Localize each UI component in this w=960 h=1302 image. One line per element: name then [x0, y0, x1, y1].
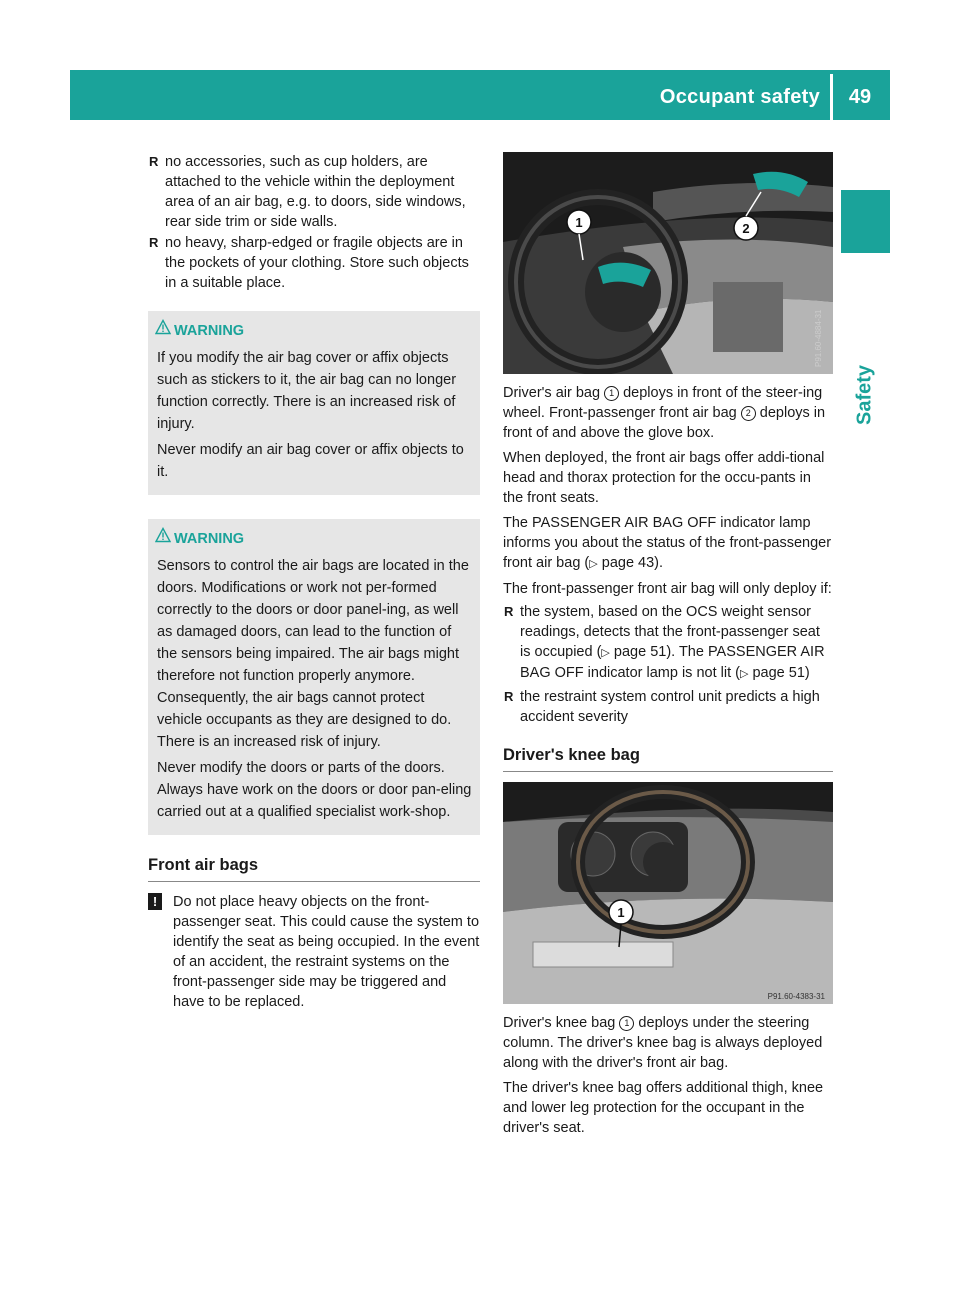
side-tab-marker [841, 190, 890, 253]
callout-2: 2 [742, 221, 750, 236]
knee-bag-photo [503, 782, 833, 1004]
left-column [148, 152, 480, 1012]
knee-bag-illustration [503, 782, 833, 1004]
callout-1-icon: 1 [604, 386, 619, 401]
notice-text: Do not place heavy objects on the front-passenger seat. This could cause the system to identify the seat as being occupied. In the event of an accident, the restraint systems on the front-passenger side may be triggered and have to be replaced. [173, 894, 480, 1010]
section-heading: Driver's knee bag [503, 745, 833, 772]
page-number: 49 [848, 86, 872, 108]
warning-box [148, 519, 480, 835]
warning-text: Never modify an air bag cover or affix objects to it. [157, 442, 464, 480]
paragraph: The front-passenger front air bag will only deploy if: [503, 581, 832, 597]
warning-title: WARNING [174, 529, 472, 549]
list-item: R no accessories, such as cup holders, are attached to the vehicle within the deployment area of an air bag, e.g. to doors, side windows, rear side trim or side walls. [149, 154, 466, 230]
callout-1: 1 [575, 215, 583, 230]
exclamation-icon: ! [148, 893, 162, 910]
warning-box [148, 311, 480, 495]
notice-block [148, 892, 480, 1012]
section-title: Occupant safety [659, 86, 820, 108]
right-column [503, 152, 833, 1143]
header-divider [830, 74, 833, 120]
bullet-mark: R [149, 235, 159, 250]
list-item: R the restraint system control unit predicts a high accident severity [504, 689, 820, 725]
page-ref-arrow-icon: ▷ [601, 647, 610, 659]
section-heading: Front air bags [148, 855, 480, 882]
warning-text: If you modify the air bag cover or affix objects such as stickers to it, the air bag can no longer function correctly. There is an increased risk of injury. [157, 350, 457, 432]
page-ref-arrow-icon: ▷ [739, 668, 749, 680]
warning-text: Sensors to control the air bags are located in the doors. Modifications or work not per-formed correctly to the doors or door panel-ing, as well as damaged doors, can lead to the function of the sensors being impaired. The air bags might therefore not function properly anymore. Consequently, the air bags cannot protect vehicle occupants as they are designed to do. There is an increased risk of injury. [157, 558, 469, 750]
paragraph: When deployed, the front air bags offer addi-tional head and thorax protection for the occu-pants in the front seats. [503, 450, 825, 506]
callout-1-icon: 1 [619, 1016, 634, 1031]
callout-2-icon: 2 [741, 406, 756, 421]
image-code: P91.60-4884-31 [814, 309, 823, 367]
paragraph: The driver's knee bag offers additional thigh, knee and lower leg protection for the occupant in the driver's seat. [503, 1080, 824, 1136]
paragraph: The PASSENGER AIR BAG OFF indicator lamp informs you about the status of the front-passenger front air bag (▷ page 43). [503, 515, 832, 571]
image-code: P91.60-4383-31 [767, 992, 825, 1001]
bullet-mark: R [149, 154, 159, 169]
page-ref-link[interactable]: page 51 [613, 644, 667, 660]
page-ref-link[interactable]: page 43 [601, 555, 655, 571]
list-item: R the system, based on the OCS weight sensor readings, detects that the front-passenger seat is occupied (▷ page 51). The PASSENGER AIR BAG OFF indicator lamp is not lit (▷ page 51) [504, 604, 825, 681]
list-item: R no heavy, sharp-edged or fragile objects are in the pockets of your clothing. Store such objects in a suitable place. [149, 235, 469, 291]
callout-1: 1 [617, 905, 625, 920]
warning-text: Never modify the doors or parts of the doors. Always have work on the doors or door pan-eling carried out at a qualified specialist work-shop. [157, 760, 472, 820]
warning-triangle-icon [155, 527, 171, 543]
bullet-mark: R [504, 689, 514, 704]
paragraph: Driver's air bag 1 deploys in front of the steer-ing wheel. Front-passenger front air bag 2 deploys in front of and above the glove box. [503, 385, 826, 441]
bullet-mark: R [504, 604, 514, 619]
warning-title: WARNING [174, 321, 472, 341]
dashboard-illustration [503, 152, 833, 374]
side-tab-label: Safety [853, 364, 876, 426]
warning-triangle-icon [155, 319, 171, 335]
page-ref-link[interactable]: page 51 [752, 665, 805, 681]
paragraph: Driver's knee bag 1 deploys under the steering column. The driver's knee bag is always deployed along with the driver's front air bag. [503, 1015, 823, 1071]
page-ref-arrow-icon: ▷ [589, 558, 598, 570]
front-airbags-photo [503, 152, 833, 374]
